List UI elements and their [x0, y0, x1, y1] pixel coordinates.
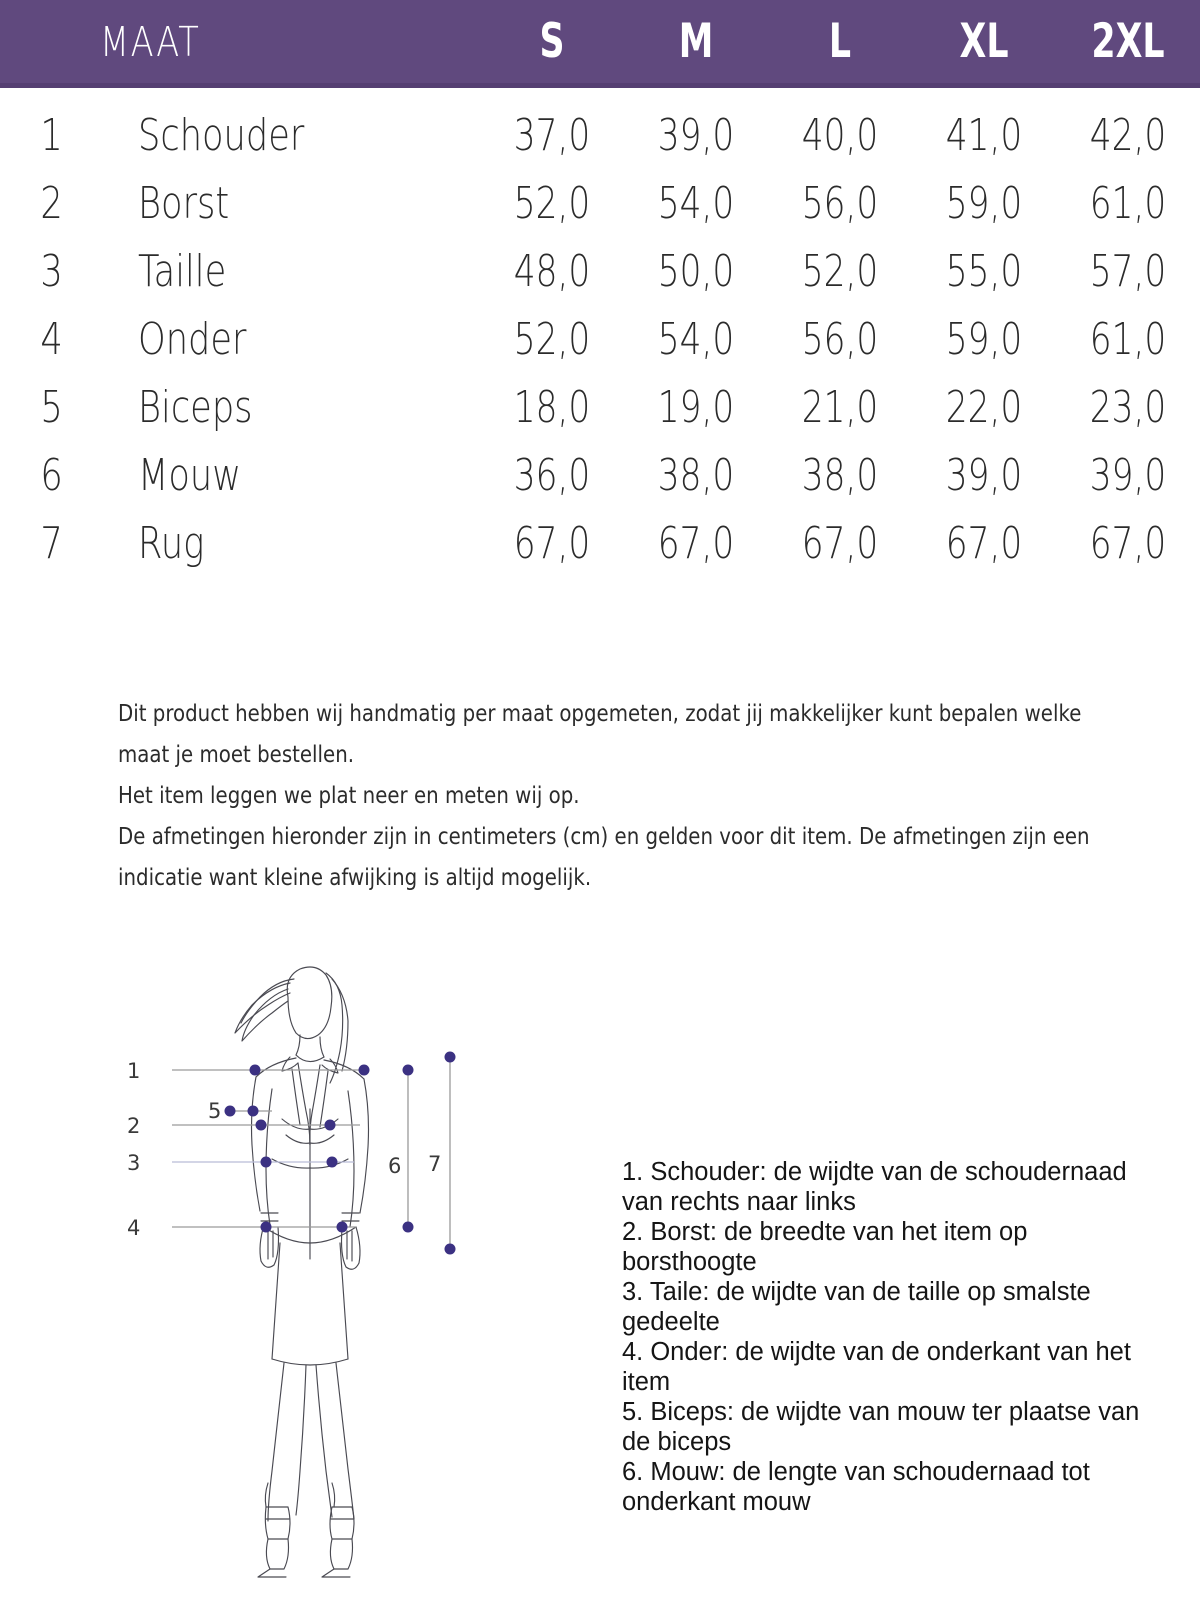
- callout-number-3: 3: [127, 1151, 141, 1175]
- cell-l: 52,0: [801, 246, 879, 297]
- cell-s: 48,0: [513, 246, 591, 297]
- table-row: [0, 450, 1200, 518]
- cell-2xl: 61,0: [1089, 178, 1167, 229]
- row-label: Rug: [138, 518, 205, 569]
- female-figure-illustration: [120, 959, 520, 1579]
- callout-number-5: 5: [208, 1099, 222, 1123]
- cell-xl: 39,0: [945, 450, 1023, 501]
- legend-item-3: 3. Taile: de wijdte van de taille op smalste gedeelte: [622, 1278, 1091, 1336]
- row-number: 4: [40, 314, 63, 365]
- cell-l: 56,0: [801, 178, 879, 229]
- cell-xl: 67,0: [945, 518, 1023, 569]
- size-chart-header-bar: [0, 0, 1200, 88]
- legend-item-5: 5. Biceps: de wijdte van mouw ter plaatse van de biceps: [622, 1398, 1140, 1456]
- table-row: [0, 110, 1200, 178]
- row-label: Biceps: [138, 382, 253, 433]
- callout-number-7: 7: [428, 1152, 442, 1176]
- cell-s: 36,0: [513, 450, 591, 501]
- header-maat-label: MAAT: [100, 17, 201, 66]
- cell-2xl: 39,0: [1089, 450, 1167, 501]
- cell-s: 52,0: [513, 314, 591, 365]
- cell-m: 50,0: [657, 246, 735, 297]
- header-size-xl: XL: [959, 14, 1009, 69]
- cell-m: 19,0: [657, 382, 735, 433]
- cell-xl: 59,0: [945, 178, 1023, 229]
- legend-item-1: 1. Schouder: de wijdte van de schoudernaad van rechts naar links: [622, 1158, 1127, 1216]
- description-line: Het item leggen we plat neer en meten wij op.: [118, 783, 580, 809]
- cell-m: 67,0: [657, 518, 735, 569]
- measurement-markers: [225, 1052, 456, 1255]
- size-chart-table: [0, 88, 1200, 586]
- row-label: Taille: [138, 246, 227, 297]
- cell-s: 52,0: [513, 178, 591, 229]
- cell-l: 38,0: [801, 450, 879, 501]
- header-size-2xl: 2XL: [1091, 14, 1165, 69]
- cell-s: 18,0: [513, 382, 591, 433]
- cell-m: 39,0: [657, 110, 735, 161]
- header-row: [0, 0, 1200, 83]
- description-line: indicatie want kleine afwijking is altijd mogelijk.: [118, 865, 592, 891]
- row-label: Borst: [138, 178, 230, 229]
- row-number: 7: [40, 518, 63, 569]
- table-row: [0, 382, 1200, 450]
- cell-xl: 59,0: [945, 314, 1023, 365]
- callout-number-1: 1: [127, 1059, 141, 1083]
- cell-2xl: 57,0: [1089, 246, 1167, 297]
- measurement-description: [0, 694, 1090, 899]
- description-line: maat je moet bestellen.: [118, 742, 355, 768]
- table-row: [0, 178, 1200, 246]
- legend-item-6: 6. Mouw: de lengte van schoudernaad tot onderkant mouw: [622, 1458, 1090, 1516]
- guide-lines: [172, 1057, 450, 1249]
- cell-l: 56,0: [801, 314, 879, 365]
- description-line: De afmetingen hieronder zijn in centimeters (cm) en gelden voor dit item. De afmetingen zijn een: [118, 824, 1090, 850]
- row-label: Schouder: [138, 110, 305, 161]
- cell-m: 54,0: [657, 178, 735, 229]
- table-row: [0, 314, 1200, 382]
- cell-l: 40,0: [801, 110, 879, 161]
- callout-number-2: 2: [127, 1114, 141, 1138]
- cell-2xl: 23,0: [1089, 382, 1167, 433]
- cell-xl: 55,0: [945, 246, 1023, 297]
- cell-xl: 41,0: [945, 110, 1023, 161]
- cell-m: 54,0: [657, 314, 735, 365]
- row-number: 3: [40, 246, 63, 297]
- row-label: Onder: [138, 314, 247, 365]
- row-label: Mouw: [138, 450, 242, 501]
- measurement-figure-area: [0, 959, 1200, 1579]
- legend-item-4: 4. Onder: de wijdte van de onderkant van het item: [622, 1338, 1131, 1396]
- row-number: 5: [40, 382, 63, 433]
- cell-2xl: 61,0: [1089, 314, 1167, 365]
- header-size-m: M: [678, 14, 714, 69]
- measurement-legend: [622, 1157, 1162, 1517]
- row-number: 2: [40, 178, 63, 229]
- cell-l: 67,0: [801, 518, 879, 569]
- row-number: 1: [40, 110, 63, 161]
- row-number: 6: [40, 450, 63, 501]
- cell-s: 67,0: [513, 518, 591, 569]
- legend-item-2: 2. Borst: de breedte van het item op borsthoogte: [622, 1218, 1028, 1276]
- description-line: Dit product hebben wij handmatig per maat opgemeten, zodat jij makkelijker kunt bepalen welke: [118, 701, 1082, 727]
- cell-m: 38,0: [657, 450, 735, 501]
- cell-s: 37,0: [513, 110, 591, 161]
- table-row: [0, 518, 1200, 586]
- cell-l: 21,0: [801, 382, 879, 433]
- table-row: [0, 246, 1200, 314]
- cell-2xl: 42,0: [1089, 110, 1167, 161]
- measurement-diagram: [120, 959, 520, 1579]
- callout-number-6: 6: [388, 1154, 402, 1178]
- cell-2xl: 67,0: [1089, 518, 1167, 569]
- callout-number-4: 4: [127, 1216, 141, 1240]
- header-size-l: L: [828, 14, 852, 69]
- header-size-s: S: [539, 14, 565, 69]
- cell-xl: 22,0: [945, 382, 1023, 433]
